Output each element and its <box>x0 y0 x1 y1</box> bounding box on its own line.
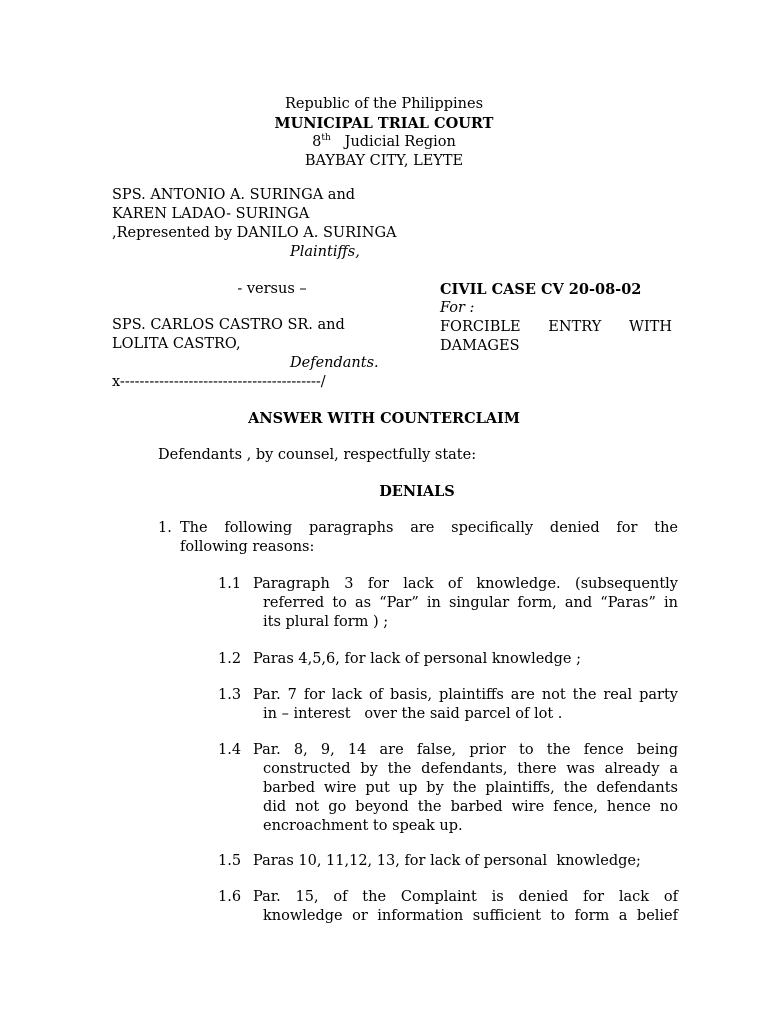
sub-list-item <box>218 575 678 632</box>
sub-list-item <box>218 741 678 836</box>
case-for-label: For : <box>440 300 475 316</box>
subitem-number: 1.4 <box>218 742 242 758</box>
defendants-block <box>112 316 442 392</box>
plaintiffs-role: Plaintiffs, <box>290 244 360 260</box>
plaintiffs-line-1: SPS. ANTONIO A. SURINGA and <box>112 187 356 203</box>
subitem-number: 1.1 <box>218 576 242 592</box>
republic-line: Republic of the Philippines <box>284 96 484 112</box>
case-number: CIVIL CASE CV 20-08-02 <box>440 281 642 298</box>
sub-list-item <box>218 650 678 669</box>
list-item <box>158 519 678 557</box>
case-info-block <box>440 280 672 356</box>
subitem-line: knowledge or information sufficient to form a belief <box>263 908 678 924</box>
subitem-line: barbed wire put up by the plaintiffs, the defendants <box>263 780 678 796</box>
subitem-line: Par. 8, 9, 14 are false, prior to the fence being <box>253 742 678 758</box>
sub-list-item <box>218 852 678 871</box>
region-suffix: th <box>321 133 331 144</box>
section-heading-denials: DENIALS <box>379 483 455 500</box>
caption-separator: x-----------------------------------------/ <box>112 374 326 390</box>
subitem-number: 1.6 <box>218 889 242 905</box>
defendants-line-1: SPS. CARLOS CASTRO SR. and <box>112 317 345 333</box>
court-name: MUNICIPAL TRIAL COURT <box>274 115 494 132</box>
subitem-line: Par. 7 for lack of basis, plaintiffs are not the real party <box>253 687 678 703</box>
sub-list-item <box>218 888 678 926</box>
defendants-line-2: LOLITA CASTRO, <box>112 336 241 352</box>
item-text-line: following reasons: <box>180 539 315 555</box>
subitem-line: encroachment to speak up. <box>263 818 463 834</box>
document-header <box>0 95 768 171</box>
document-title: ANSWER WITH COUNTERCLAIM <box>248 410 520 427</box>
plaintiffs-line-2: KAREN LADAO- SURINGA <box>112 206 310 222</box>
region-text: Judicial Region <box>344 134 456 150</box>
subitem-line: did not go beyond the barbed wire fence, hence no <box>263 799 678 815</box>
subitem-line: its plural form ) ; <box>263 614 389 630</box>
item-text-line: The following paragraphs are specifically denied for the <box>180 520 678 536</box>
subitem-number: 1.2 <box>218 651 242 667</box>
subitem-number: 1.3 <box>218 687 242 703</box>
region-number: 8 <box>312 134 322 150</box>
subitem-line: Par. 15, of the Complaint is denied for lack of <box>253 889 678 905</box>
case-nature-line-2: DAMAGES <box>440 338 520 354</box>
city-line: BAYBAY CITY, LEYTE <box>304 153 464 169</box>
subitem-line: Paragraph 3 for lack of knowledge. (subsequently <box>253 576 678 592</box>
subitem-number: 1.5 <box>218 853 242 869</box>
plaintiffs-line-3: ,Represented by DANILO A. SURINGA <box>112 225 397 241</box>
judicial-region <box>0 133 768 152</box>
case-nature-line-1: FORCIBLE ENTRY WITH <box>440 319 672 335</box>
sub-list-item <box>218 686 678 724</box>
subitem-line: in – interest over the said parcel of lot . <box>263 706 563 722</box>
subitem-line: referred to as “Par” in singular form, and “Paras” in <box>263 595 678 611</box>
subitem-line: Paras 10, 11,12, 13, for lack of personal knowledge; <box>253 853 641 869</box>
versus-line: - versus – <box>237 281 307 297</box>
intro-paragraph: Defendants , by counsel, respectfully state: <box>158 447 477 463</box>
subitem-line: Paras 4,5,6, for lack of personal knowledge ; <box>253 651 581 667</box>
subitem-line: constructed by the defendants, there was already a <box>263 761 678 777</box>
plaintiffs-block <box>112 186 442 262</box>
item-number: 1. <box>158 520 172 536</box>
defendants-role: Defendants. <box>290 355 379 371</box>
